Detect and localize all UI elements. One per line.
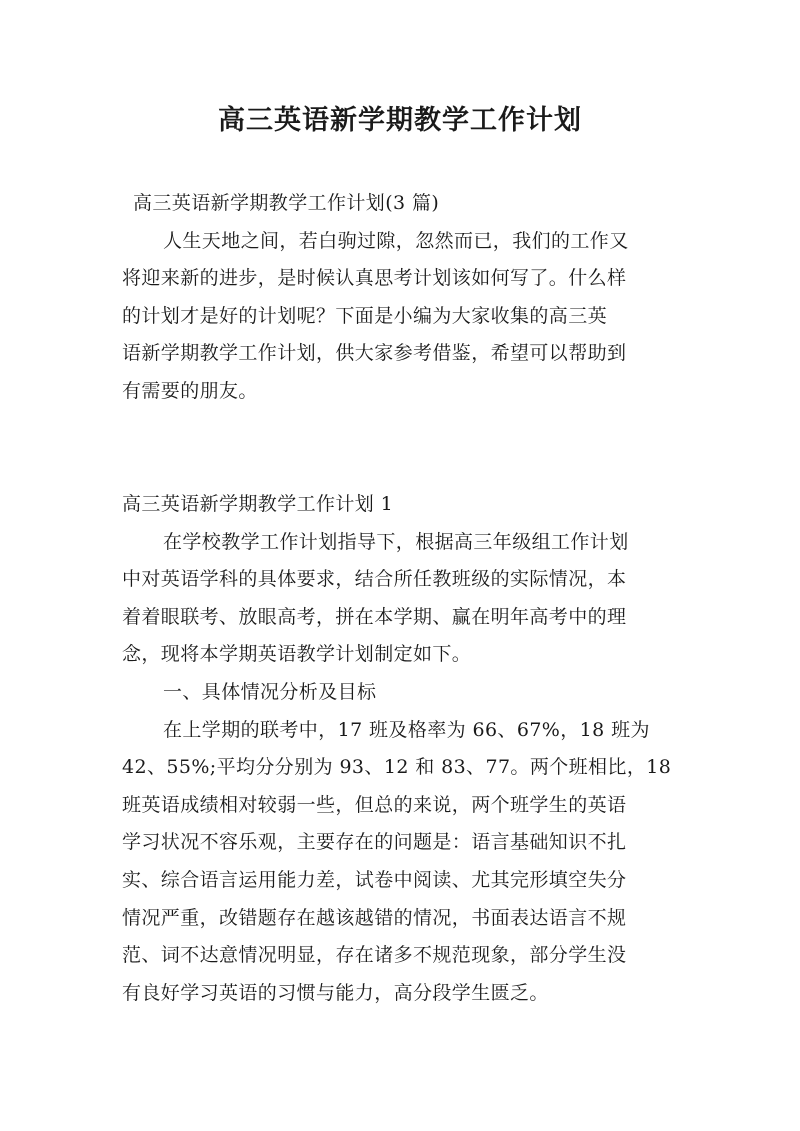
intro-line: 人生天地之间，若白驹过隙，忽然而已，我们的工作又 (163, 229, 629, 252)
paragraph-line: 着着眼联考、放眼高考，拼在本学期、赢在明年高考中的理 (122, 605, 627, 628)
paragraph-line: 情况严重，改错题存在越该越错的情况，书面表达语言不规 (122, 906, 627, 929)
intro-line: 的计划才是好的计划呢？下面是小编为大家收集的高三英 (122, 304, 608, 327)
intro-block (122, 185, 680, 411)
paragraph-line: 在学校教学工作计划指导下，根据高三年级组工作计划 (163, 530, 629, 553)
paragraph-line: 学习状况不容乐观，主要存在的问题是：语言基础知识不扎 (122, 831, 627, 854)
paragraph-line: 范、词不达意情况明显，存在诸多不规范现象，部分学生没 (122, 944, 627, 967)
paragraph-line: 有良好学习英语的习惯与能力，高分段学生匮乏。 (122, 981, 549, 1004)
intro-subtitle: 高三英语新学期教学工作计划(3 篇) (133, 192, 440, 214)
paragraph-line: 班英语成绩相对较弱一些，但总的来说，两个班学生的英语 (122, 793, 627, 816)
intro-line: 将迎来新的进步，是时候认真思考计划该如何写了。什么样 (122, 267, 627, 290)
intro-line: 语新学期教学工作计划，供大家参考借鉴，希望可以帮助到 (122, 342, 627, 365)
sub-heading: 一、具体情况分析及目标 (163, 680, 377, 703)
document-title: 高三英语新学期教学工作计划 (218, 105, 582, 136)
paragraph-line: 实、综合语言运用能力差，试卷中阅读、尤其完形填空失分 (122, 868, 627, 891)
paragraph-line: 42、55%;平均分分别为 93、12 和 83、77。两个班相比，18 (122, 756, 672, 779)
intro-line: 有需要的朋友。 (122, 379, 258, 402)
section-heading: 高三英语新学期教学工作计划 1 (122, 493, 394, 515)
paragraph-line: 在上学期的联考中，17 班及格率为 66、67%，18 班为 (163, 718, 650, 741)
section-1 (122, 486, 680, 1012)
paragraph-line: 中对英语学科的具体要求，结合所任教班级的实际情况，本 (122, 568, 627, 591)
paragraph-line: 念，现将本学期英语教学计划制定如下。 (122, 643, 472, 666)
